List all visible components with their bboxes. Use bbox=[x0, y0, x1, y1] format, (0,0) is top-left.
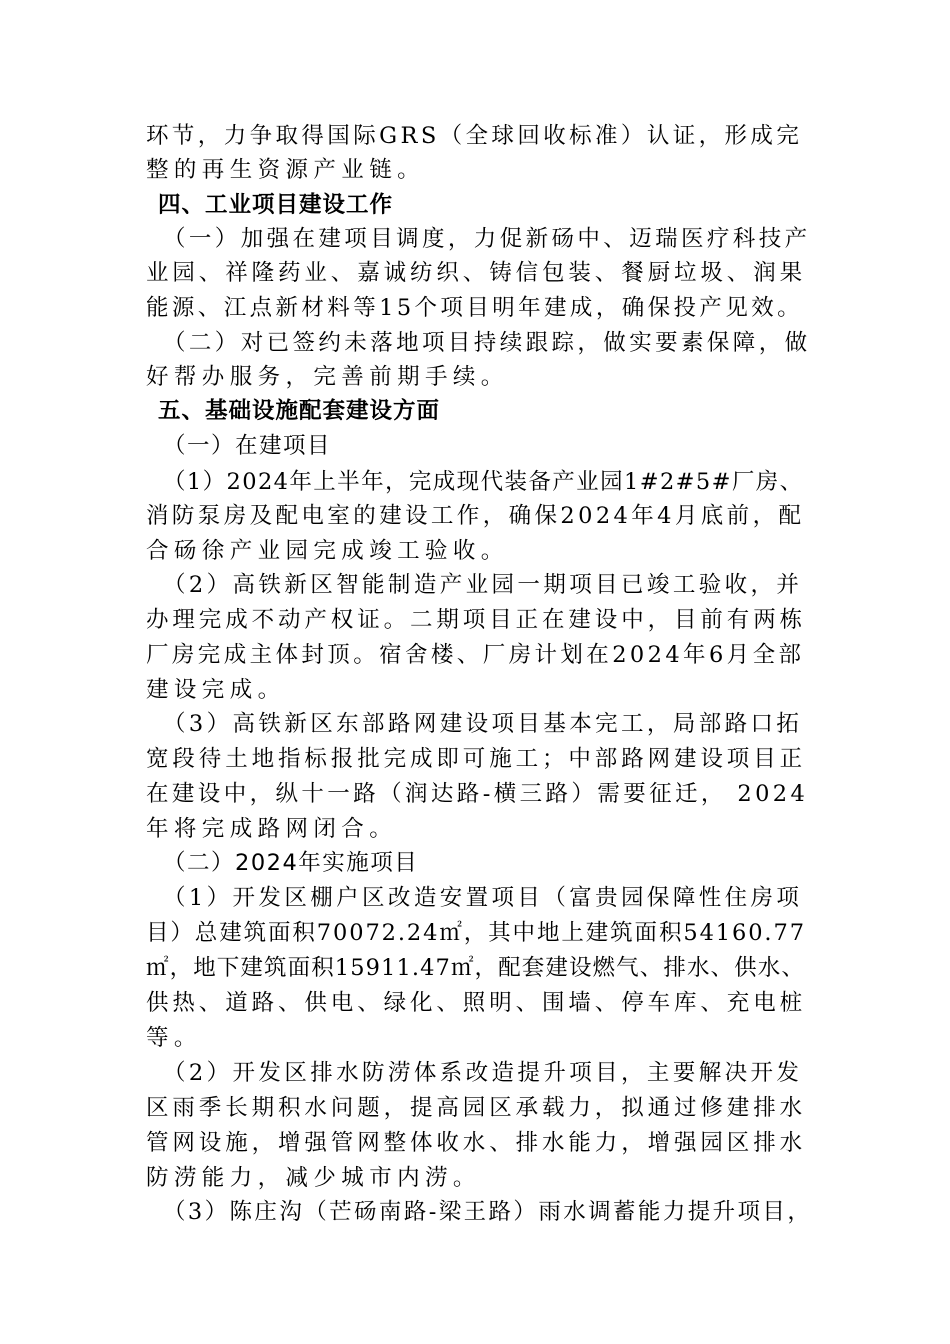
body-text-line: 年将完成路网闭合。 bbox=[146, 816, 398, 842]
body-text-line: 环节，力争取得国际GRS（全球回收标准）认证，形成完 bbox=[146, 123, 803, 149]
body-text-line: 宽段待土地指标报批完成即可施工；中部路网建设项目正 bbox=[146, 746, 807, 772]
body-text-line: 厂房完成主体封顶。宿舍楼、厂房计划在2024年6月全部 bbox=[146, 642, 805, 668]
body-text-line: 建设完成。 bbox=[146, 677, 286, 703]
body-text-line: 等。 bbox=[146, 1025, 202, 1051]
subsection-heading: （一）在建项目 bbox=[163, 433, 332, 459]
body-text-line: （2）高铁新区智能制造产业园一期项目已竣工验收，并 bbox=[163, 572, 803, 598]
body-text-line: ㎡，地下建筑面积15911.47㎡，配套建设燃气、排水、供水、 bbox=[146, 955, 805, 981]
body-text-line: 区雨季长期积水问题，提高园区承载力，拟通过修建排水 bbox=[146, 1095, 807, 1121]
body-text-line: 在建设中，纵十一路（润达路-横三路）需要征迁， 2024 bbox=[146, 781, 809, 807]
body-text-line: 消防泵房及配电室的建设工作，确保2024年4月底前，配 bbox=[146, 503, 805, 529]
body-text-line: 能源、江点新材料等15个项目明年建成，确保投产见效。 bbox=[146, 295, 804, 321]
body-text-line: （3）高铁新区东部路网建设项目基本完工，局部路口拓 bbox=[163, 711, 803, 737]
body-text-line: 好帮办服务，完善前期手续。 bbox=[146, 364, 509, 390]
body-text-line: （3）陈庄沟（芒砀南路-梁王路）雨水调蓄能力提升项目， bbox=[163, 1199, 813, 1225]
section-heading: 四、工业项目建设工作 bbox=[158, 192, 394, 218]
body-text-line: （1）2024年上半年，完成现代装备产业园1#2#5#厂房、 bbox=[163, 469, 804, 495]
body-text-line: 防涝能力，减少城市内涝。 bbox=[146, 1165, 481, 1191]
body-text-line: 合砀徐产业园完成竣工验收。 bbox=[146, 538, 509, 564]
body-text-line: 业园、祥隆药业、嘉诚纺织、铸信包装、餐厨垃圾、润果 bbox=[146, 260, 807, 286]
body-text-line: 办理完成不动产权证。二期项目正在建设中，目前有两栋 bbox=[146, 607, 807, 633]
body-text-line: 整的再生资源产业链。 bbox=[146, 157, 426, 183]
body-text-line: 供热、道路、供电、绿化、照明、围墙、停车库、充电桩 bbox=[146, 990, 807, 1016]
body-text-line: （一）加强在建项目调度，力促新砀中、迈瑞医疗科技产 bbox=[163, 226, 811, 252]
section-heading: 五、基础设施配套建设方面 bbox=[158, 398, 441, 424]
subsection-heading: （二）2024年实施项目 bbox=[163, 850, 419, 876]
body-text-line: 目）总建筑面积70072.24㎡，其中地上建筑面积54160.77 bbox=[146, 920, 806, 946]
body-text-line: （2）开发区排水防涝体系改造提升项目，主要解决开发 bbox=[163, 1060, 803, 1086]
body-text-line: （1）开发区棚户区改造安置项目（富贵园保障性住房项 bbox=[163, 885, 803, 911]
body-text-line: 管网设施，增强管网整体收水、排水能力，增强园区排水 bbox=[146, 1130, 807, 1156]
body-text-line: （二）对已签约未落地项目持续跟踪，做实要素保障，做 bbox=[163, 330, 811, 356]
